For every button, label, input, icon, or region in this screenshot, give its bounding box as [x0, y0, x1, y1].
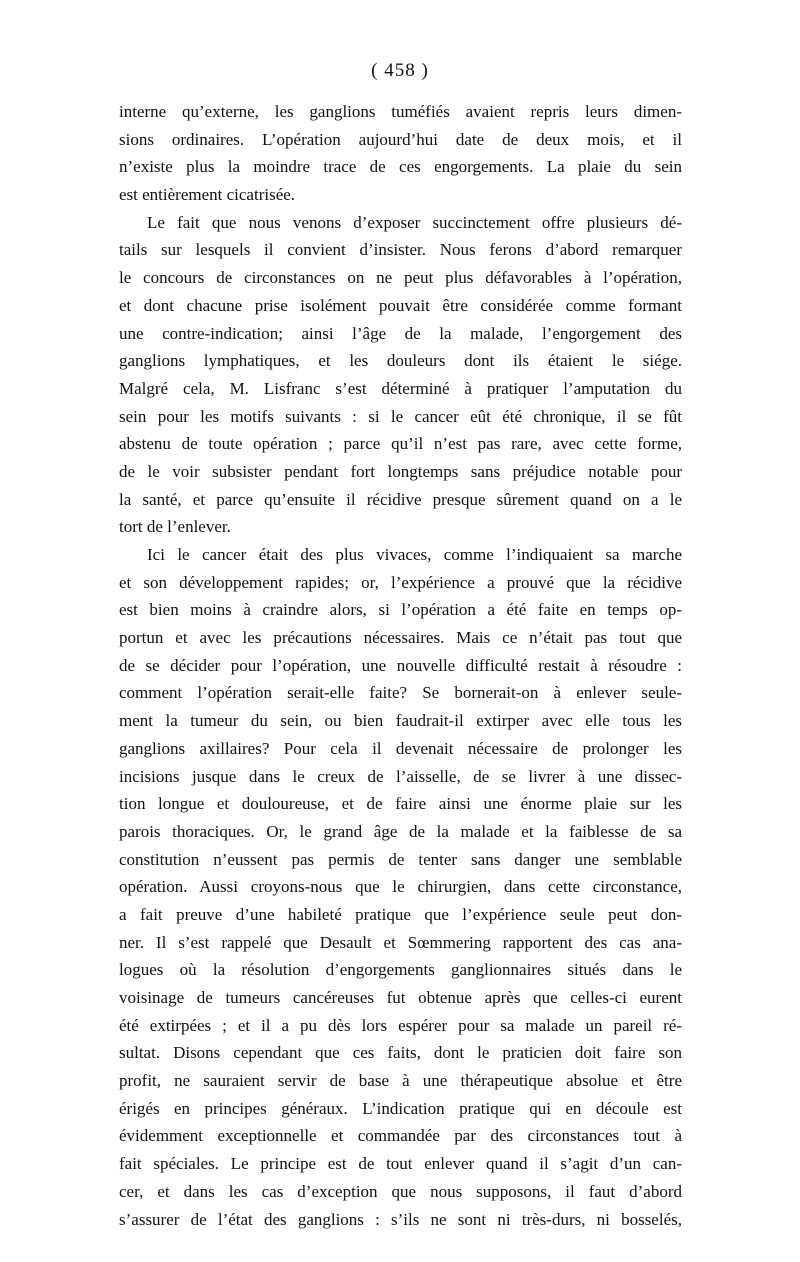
text-line: constitution n’eussent pas permis de tenter sans danger une semblable: [119, 849, 682, 869]
text-line: s’assurer de l’état des ganglions : s’ils ne sont ni très-durs, ni bosselés,: [119, 1209, 682, 1229]
text-line: tort de l’enlever.: [119, 517, 231, 537]
text-line: le concours de circonstances on ne peut plus défavorables à l’opération,: [119, 268, 682, 288]
text-line: ment la tumeur du sein, ou bien faudrait-il extirper avec elle tous les: [119, 711, 682, 731]
text-line: sultat. Disons cependant que ces faits, dont le praticien doit faire son: [119, 1043, 682, 1063]
body-text: [119, 98, 682, 1233]
text-line: comment l’opération serait-elle faite? Se bornerait-on à enlever seule-: [119, 683, 682, 703]
text-line: une contre-indication; ainsi l’âge de la malade, l’engorgement des: [119, 323, 682, 343]
text-line: été extirpées ; et il a pu dès lors espérer pour sa malade un pareil ré-: [119, 1015, 682, 1035]
text-line: et son développement rapides; or, l’expérience a prouvé que la récidive: [119, 572, 682, 592]
text-line: sein pour les motifs suivants : si le cancer eût été chronique, il se fût: [119, 406, 682, 426]
text-line: n’existe plus la moindre trace de ces engorgements. La plaie du sein: [119, 157, 682, 177]
text-line: de se décider pour l’opération, une nouvelle difficulté restait à résoudre :: [119, 655, 682, 675]
text-line: portun et avec les précautions nécessaires. Mais ce n’était pas tout que: [119, 628, 682, 648]
text-line: voisinage de tumeurs cancéreuses fut obtenue après que celles-ci eurent: [119, 988, 682, 1007]
text-line: fait spéciales. Le principe est de tout enlever quand il s’agit d’un can-: [119, 1154, 682, 1174]
text-line: cer, et dans les cas d’exception que nous supposons, il faut d’abord: [119, 1181, 682, 1201]
text-line: parois thoraciques. Or, le grand âge de la malade et la faiblesse de sa: [119, 821, 682, 841]
text-line: Ici le cancer était des plus vivaces, comme l’indiquaient sa marche: [147, 545, 682, 564]
text-line: et dont chacune prise isolément pouvait être considérée comme formant: [119, 295, 682, 315]
text-line: évidemment exceptionnelle et commandée par des circonstances tout à: [119, 1126, 682, 1146]
text-line: sions ordinaires. L’opération aujourd’hui date de deux mois, et il: [119, 129, 682, 149]
text-line: a fait preuve d’une habileté pratique que l’expérience seule peut don-: [119, 904, 682, 924]
text-line: profit, ne sauraient servir de base à une thérapeutique absolue et être: [119, 1071, 682, 1091]
page-number: ( 458 ): [371, 60, 429, 81]
text-line: ganglions lymphatiques, et les douleurs dont ils étaient le siége.: [119, 351, 682, 371]
text-line: opération. Aussi croyons-nous que le chirurgien, dans cette circonstance,: [119, 877, 682, 897]
text-line: abstenu de toute opération ; parce qu’il n’est pas rare, avec cette forme,: [119, 434, 682, 454]
text-line: de le voir subsister pendant fort longtemps sans préjudice notable pour: [119, 461, 682, 481]
text-line: incisions jusque dans le creux de l’aisselle, de se livrer à une dissec-: [119, 766, 682, 786]
text-line: la santé, et parce qu’ensuite il récidive presque sûrement quand on a le: [119, 489, 682, 509]
text-line: érigés en principes généraux. L’indication pratique qui en découle est: [119, 1098, 682, 1118]
text-line: logues où la résolution d’engorgements ganglionnaires situés dans le: [119, 960, 682, 980]
text-line: interne qu’externe, les ganglions tuméfiés avaient repris leurs dimen-: [119, 102, 682, 121]
text-line: est entièrement cicatrisée.: [119, 185, 296, 205]
text-line: tails sur lesquels il convient d’insister. Nous ferons d’abord remarquer: [119, 240, 682, 260]
text-line: ner. Il s’est rappelé que Desault et Sœmmering rapportent des cas ana-: [119, 932, 682, 952]
text-line: Malgré cela, M. Lisfranc s’est déterminé à pratiquer l’amputation du: [119, 378, 682, 398]
text-line: Le fait que nous venons d’exposer succinctement offre plusieurs dé-: [147, 212, 682, 232]
text-line: est bien moins à craindre alors, si l’opération a été faite en temps op-: [119, 600, 682, 620]
text-line: tion longue et douloureuse, et de faire ainsi une énorme plaie sur les: [119, 794, 682, 814]
text-line: ganglions axillaires? Pour cela il devenait nécessaire de prolonger les: [119, 738, 682, 758]
